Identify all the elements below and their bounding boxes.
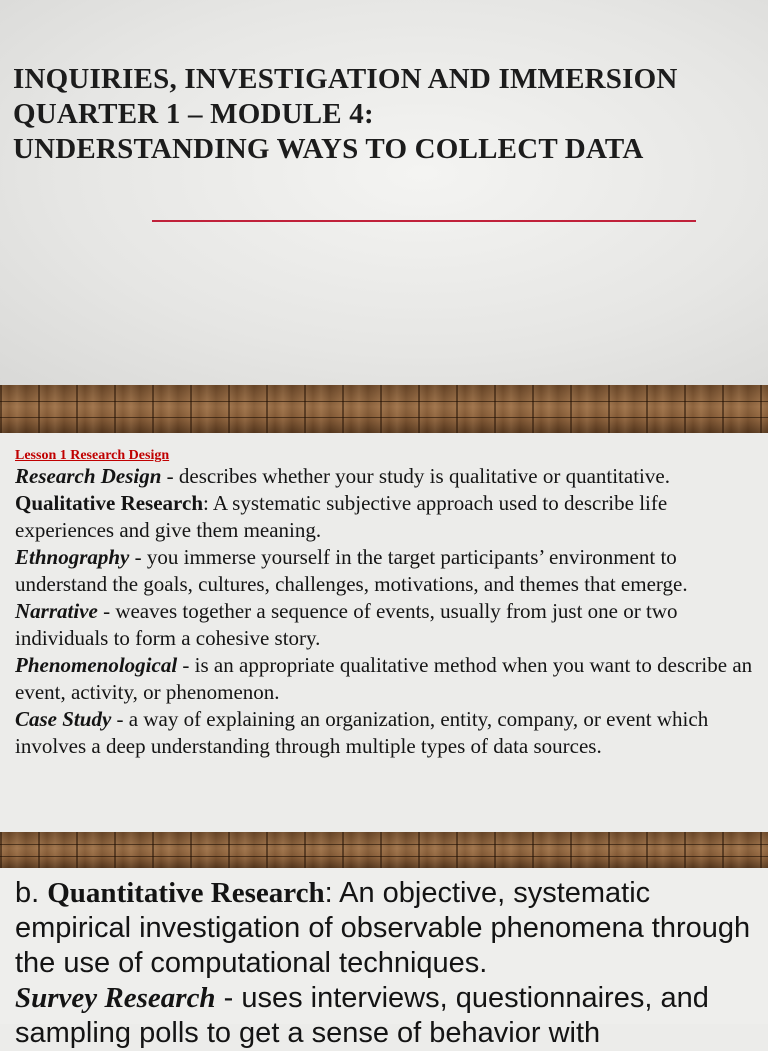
title-line-2: QUARTER 1 – MODULE 4: [13, 98, 374, 130]
slide-title [0, 0, 768, 385]
title-line-3: UNDERSTANDING WAYS TO COLLECT DATA [13, 133, 644, 165]
lesson-heading: Lesson 1 Research Design [15, 448, 170, 463]
definition-text: : An objective, systematic empirical investigation of observable phenomena through the use of computational techniques. [15, 877, 751, 979]
title-accent-rule [152, 220, 696, 222]
quantitative-research-body [15, 876, 760, 1051]
term: Survey Research [15, 982, 216, 1014]
definition-text: - a way of explaining an organization, entity, company, or event which involves a deep understanding through multiple types of data sources. [15, 707, 709, 758]
term: Narrative [15, 599, 98, 623]
definition-phenomenological [15, 652, 755, 706]
wood-floor-divider [0, 385, 768, 433]
slide-research-design [0, 433, 768, 832]
list-marker: b. [15, 877, 48, 909]
slide-quantitative-research [0, 868, 768, 1049]
definition-text: - weaves together a sequence of events, usually from just one or two individuals to form a cohesive story. [15, 599, 678, 650]
definition-quantitative-research [15, 876, 760, 981]
term: Quantitative Research [47, 877, 325, 909]
definition-text: - you immerse yourself in the target participants’ environment to understand the goals, cultures, challenges, motivations, and themes that emerge. [15, 545, 688, 596]
term: Phenomenological [15, 653, 178, 677]
definition-case-study [15, 706, 755, 760]
term: Ethnography [15, 545, 130, 569]
definition-text: - describes whether your study is qualitative or quantitative. [161, 464, 670, 488]
term: Qualitative Research [15, 491, 203, 515]
title-line-1: INQUIRIES, INVESTIGATION AND IMMERSION [13, 63, 678, 95]
slide-title-heading [13, 62, 758, 167]
definition-ethnography [15, 544, 755, 598]
wood-floor-divider [0, 832, 768, 868]
definition-text: - is an appropriate qualitative method when you want to describe an event, activity, or phenomenon. [15, 653, 753, 704]
term: Research Design [15, 464, 162, 488]
definition-research-design [15, 463, 755, 490]
definition-survey-research [15, 981, 760, 1051]
definition-narrative [15, 598, 755, 652]
definition-qualitative-research [15, 490, 755, 544]
research-design-body [15, 447, 755, 760]
definition-text: : A systematic subjective approach used to describe life experiences and give them meaning. [15, 491, 668, 542]
term: Case Study [15, 707, 112, 731]
definition-text: - uses interviews, questionnaires, and sampling polls to get a sense of behavior with [15, 982, 709, 1049]
